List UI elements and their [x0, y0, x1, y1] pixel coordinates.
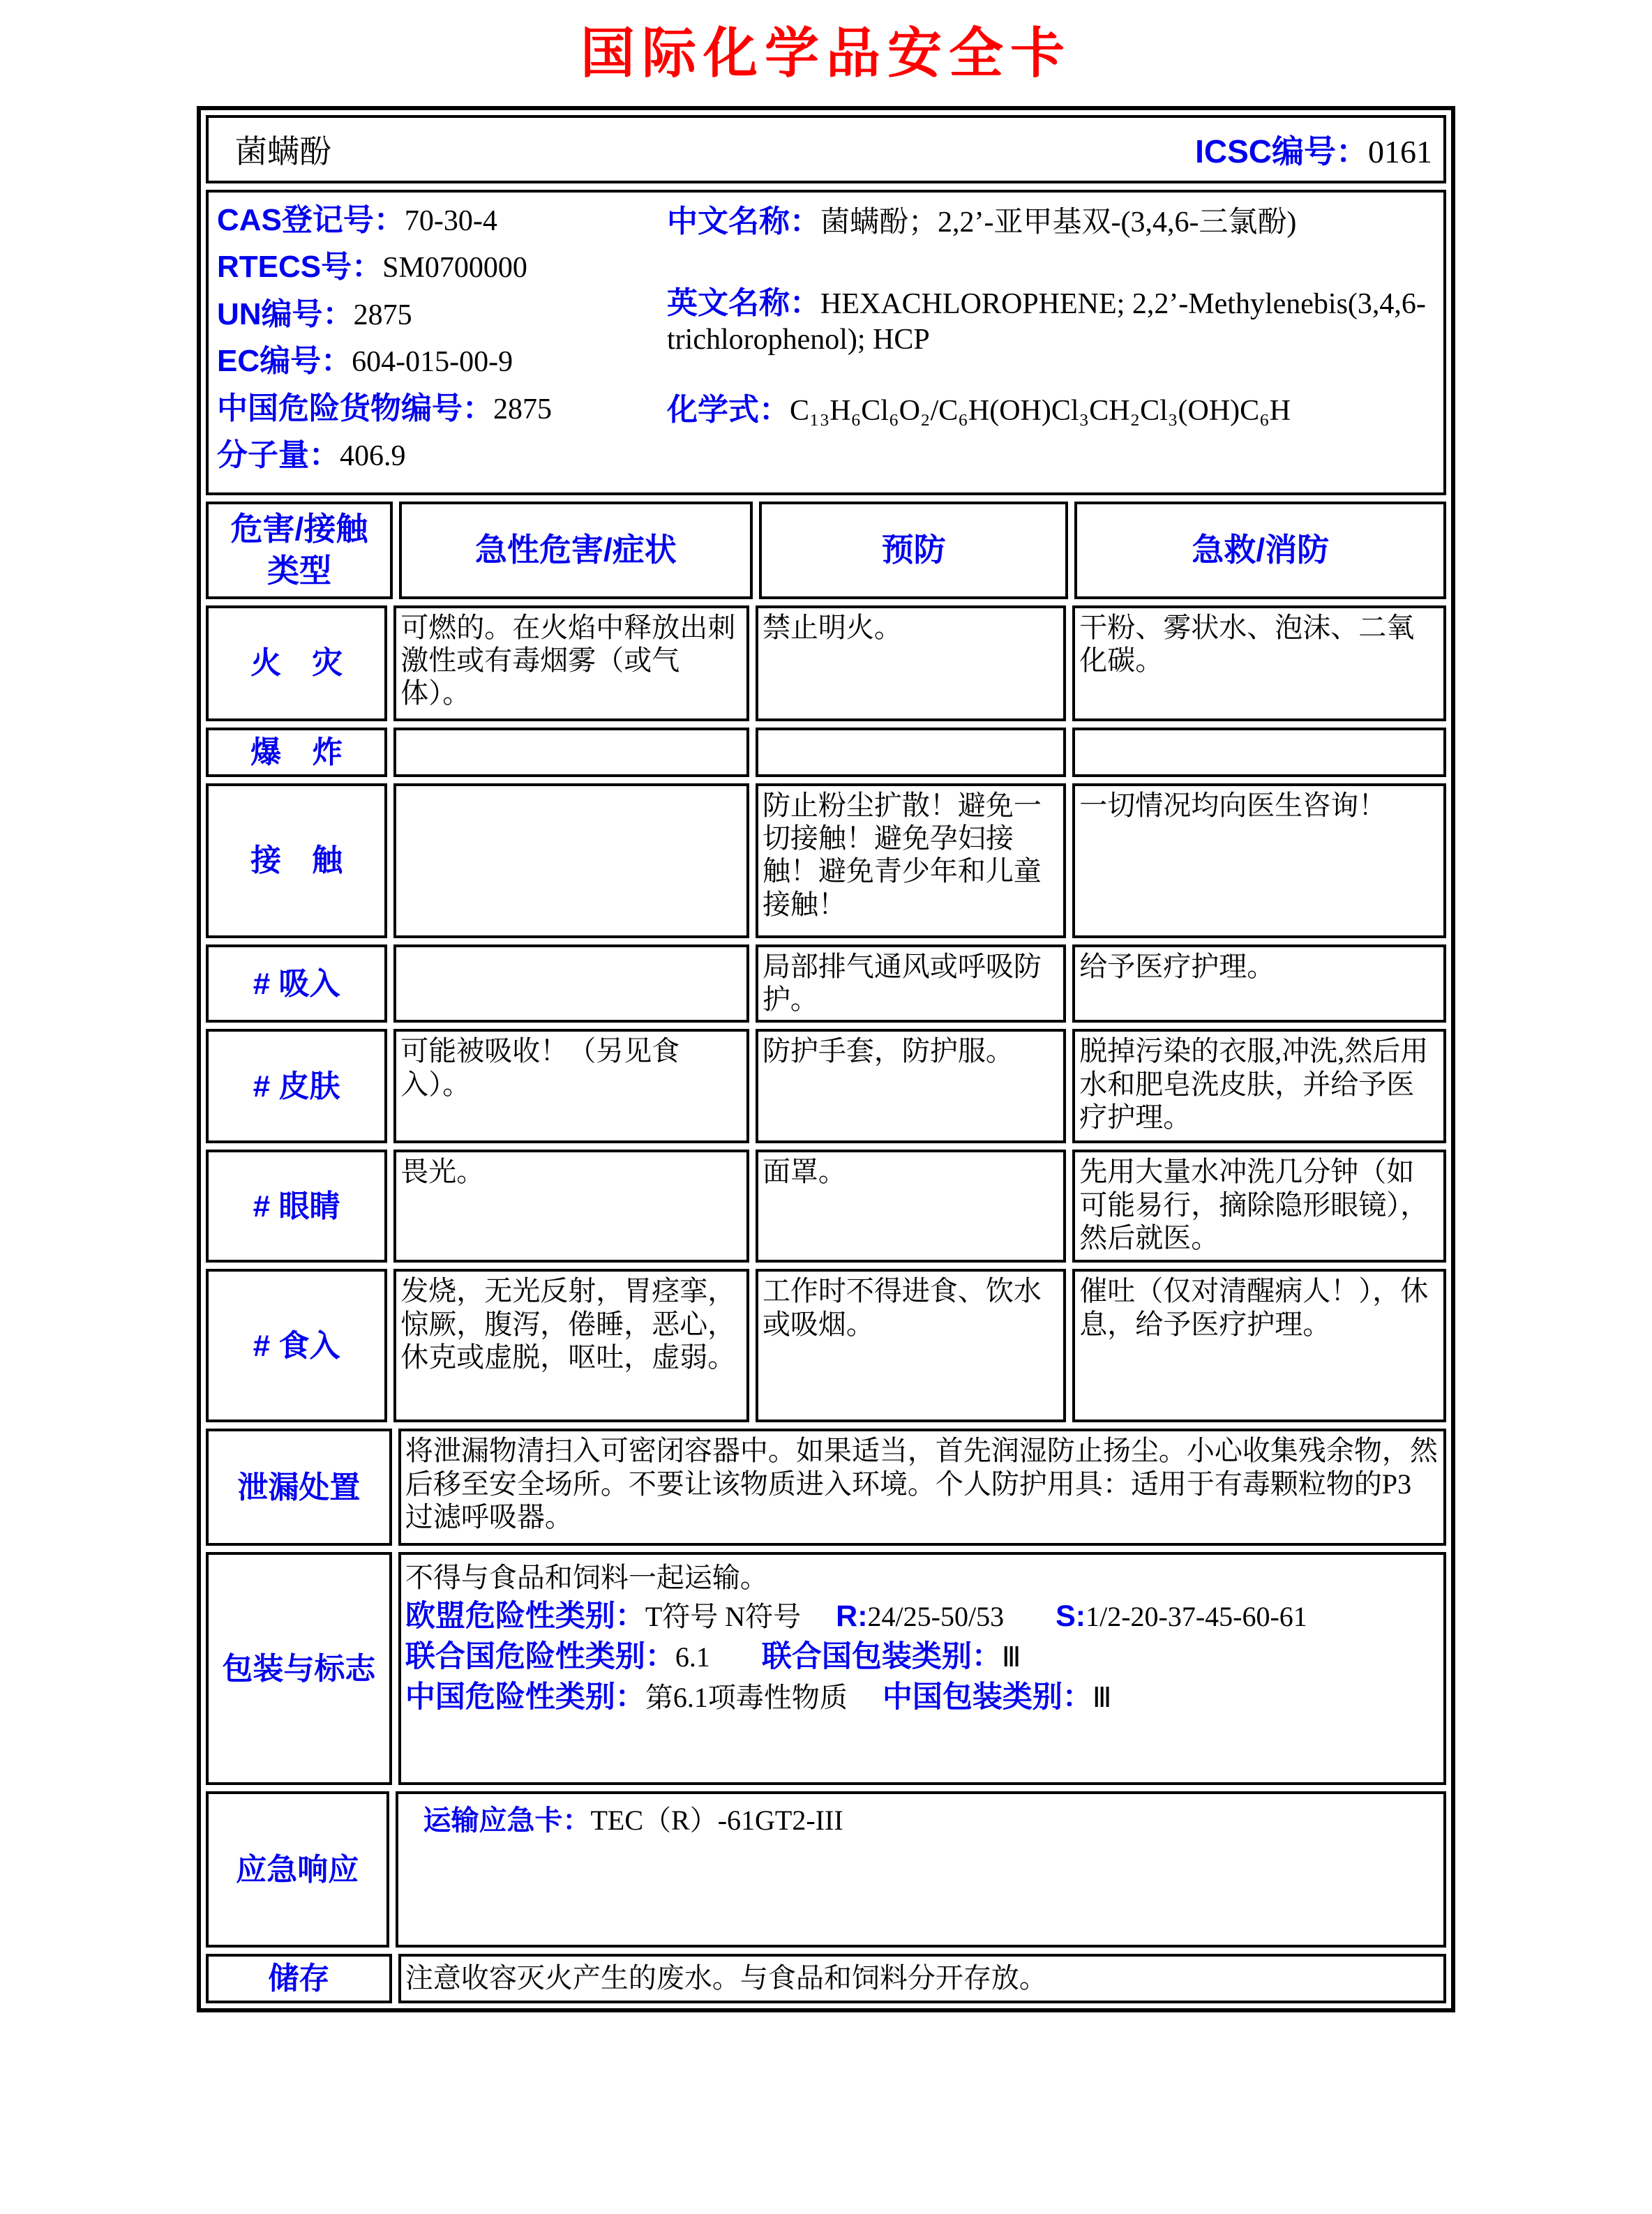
explosion-prevention — [756, 728, 1066, 777]
ingestion-first-aid: 催吐（仅对清醒病人！），休息，给予医疗护理。 — [1072, 1269, 1446, 1422]
fire-symptoms: 可燃的。在火焰中释放出刺激性或有毒烟雾（或气体）。 — [393, 605, 749, 721]
un-hazard-class-value: 6.1 — [675, 1641, 710, 1673]
explosion-first-aid — [1072, 728, 1446, 777]
icsc-number-label: ICSC编号： — [1195, 133, 1368, 170]
un-packing-group-value: Ⅲ — [1001, 1641, 1021, 1673]
identification-cell — [206, 190, 1446, 495]
r-phrases-label: R: — [836, 1599, 868, 1634]
header-hazard-type: 危害/接触类型 — [206, 502, 393, 599]
cas-number-line: CAS登记号：70-30-4 — [217, 203, 497, 237]
s-phrases-label: S: — [1056, 1599, 1086, 1634]
ingestion-prevention: 工作时不得进食、饮水或吸烟。 — [756, 1269, 1066, 1422]
row-label-fire: 火 灾 — [206, 605, 387, 721]
row-label-eyes: # 眼睛 — [206, 1150, 387, 1263]
cn-classification-line — [405, 1679, 1438, 1717]
cn-hazard-class-value: 第6.1项毒性物质 — [645, 1681, 848, 1713]
header-first-aid: 急救/消防 — [1074, 502, 1446, 599]
hazard-row-inhalation — [206, 944, 1446, 1023]
packaging-label: 包装与标志 — [206, 1552, 392, 1785]
skin-prevention: 防护手套，防护服。 — [756, 1029, 1066, 1143]
packaging-content — [398, 1552, 1446, 1785]
english-name-paragraph: 英文名称：HEXACHLOROPHENE; 2,2’-Methylenebis(3,4,6-trichlorophenol); HCP — [667, 285, 1426, 356]
skin-symptoms: 可能被吸收！（另见食入）。 — [393, 1029, 749, 1143]
inhalation-symptoms — [393, 944, 749, 1023]
name-formula-block — [667, 204, 1436, 485]
substance-header-cell — [206, 115, 1446, 183]
tremcard-label: 运输应急卡： — [423, 1805, 591, 1837]
row-label-ingestion: # 食入 — [206, 1269, 387, 1422]
icsc-number — [1195, 126, 1432, 172]
identifier-list — [217, 204, 667, 485]
storage-text: 注意收容灭火产生的废水。与食品和饲料分开存放。 — [398, 1954, 1446, 2003]
hazard-row-ingestion — [206, 1269, 1446, 1422]
header-acute-symptoms: 急性危害/症状 — [399, 502, 753, 599]
eyes-first-aid: 先用大量水冲洗几分钟（如可能易行，摘除隐形眼镜），然后就医。 — [1072, 1150, 1446, 1263]
spill-disposal-text: 将泄漏物清扫入可密闭容器中。如果适当，首先润湿防止扬尘。小心收集残余物，然后移至安全场所。不要让该物质进入环境。个人防护用具：适用于有毒颗粒物的P3过滤呼吸器。 — [398, 1429, 1446, 1546]
s-phrases-value: 1/2-20-37-45-60-61 — [1086, 1601, 1307, 1633]
un-packing-group-label: 联合国包装类别： — [761, 1640, 1002, 1674]
hazard-row-skin — [206, 1029, 1446, 1143]
un-classification-line — [405, 1639, 1438, 1676]
eyes-prevention: 面罩。 — [756, 1150, 1066, 1263]
inhalation-first-aid: 给予医疗护理。 — [1072, 944, 1446, 1023]
exposure-symptoms — [393, 783, 749, 938]
storage-row — [206, 1954, 1446, 2003]
cn-hazard-class-label: 中国危险性类别： — [405, 1680, 645, 1714]
spill-disposal-row — [206, 1429, 1446, 1546]
hazard-row-exposure — [206, 783, 1446, 938]
identification-section-row — [206, 190, 1446, 495]
eu-class-label: 欧盟危险性类别： — [405, 1599, 645, 1634]
row-label-exposure: 接 触 — [206, 783, 387, 938]
r-phrases-value: 24/25-50/53 — [867, 1601, 1005, 1633]
rtecs-number-line: RTECS号：SM0700000 — [217, 250, 527, 285]
row-label-inhalation: # 吸入 — [206, 944, 387, 1023]
exposure-first-aid: 一切情况均向医生咨询！ — [1072, 783, 1446, 938]
emergency-response-row — [206, 1791, 1446, 1948]
fire-first-aid: 干粉、雾状水、泡沫、二氧化碳。 — [1072, 605, 1446, 721]
un-number-line: UN编号：2875 — [217, 296, 412, 331]
cn-packing-group-value: Ⅲ — [1092, 1681, 1112, 1713]
substance-name: 菌螨酚 — [235, 134, 331, 170]
fire-prevention: 禁止明火。 — [756, 605, 1066, 721]
hazard-table-header-row — [206, 502, 1446, 599]
un-hazard-class-label: 联合国危险性类别： — [405, 1640, 675, 1674]
molecular-weight-line: 分子量：406.9 — [217, 437, 406, 472]
eyes-symptoms: 畏光。 — [393, 1150, 749, 1263]
row-label-explosion: 爆 炸 — [206, 728, 387, 777]
transport-note-line: 不得与食品和饲料一起运输。 — [405, 1562, 768, 1594]
substance-header-row — [206, 115, 1446, 183]
row-label-skin: # 皮肤 — [206, 1029, 387, 1143]
cn-packing-group-label: 中国包装类别： — [882, 1680, 1092, 1714]
eu-classification-line — [405, 1598, 1438, 1636]
header-prevention: 预防 — [759, 502, 1069, 599]
hazard-row-fire — [206, 605, 1446, 721]
exposure-prevention: 防止粉尘扩散！避免一切接触！避免孕妇接触！避免青少年和儿童接触！ — [756, 783, 1066, 938]
skin-first-aid: 脱掉污染的衣服,冲洗,然后用水和肥皂洗皮肤，并给予医疗护理。 — [1072, 1029, 1446, 1143]
icsc-number-value: 0161 — [1368, 134, 1432, 170]
china-dg-number-line: 中国危险货物编号：2875 — [217, 391, 552, 426]
inhalation-prevention: 局部排气通风或呼吸防护。 — [756, 944, 1066, 1023]
tremcard-value: TEC（R）-61GT2-III — [590, 1805, 843, 1837]
eu-class-symbols: T符号 N符号 — [645, 1601, 802, 1633]
ingestion-symptoms: 发烧，无光反射，胃痉挛，惊厥，腹泻，倦睡，恶心，休克或虚脱，呕吐，虚弱。 — [393, 1269, 749, 1422]
ec-number-line: EC编号：604-015-00-9 — [217, 344, 513, 379]
emergency-response-content — [396, 1791, 1447, 1948]
page-title: 国际化学品安全卡 — [580, 22, 1072, 84]
chemical-formula-paragraph: 化学式：C₁₃H₆Cl₆O₂/C₆H(OH)Cl₃CH₂Cl₃(OH)C₆H — [667, 392, 1291, 427]
hazard-row-eyes — [206, 1150, 1446, 1263]
storage-label: 储存 — [206, 1954, 392, 2003]
chinese-name-paragraph: 中文名称：菌螨酚；2,2’-亚甲基双-(3,4,6-三氯酚) — [667, 204, 1297, 239]
hazard-row-explosion — [206, 728, 1446, 777]
packaging-labelling-row — [206, 1552, 1446, 1785]
explosion-symptoms — [393, 728, 749, 777]
icsc-card — [197, 106, 1455, 2012]
spill-disposal-label: 泄漏处置 — [206, 1429, 392, 1546]
emergency-response-label: 应急响应 — [206, 1791, 389, 1948]
